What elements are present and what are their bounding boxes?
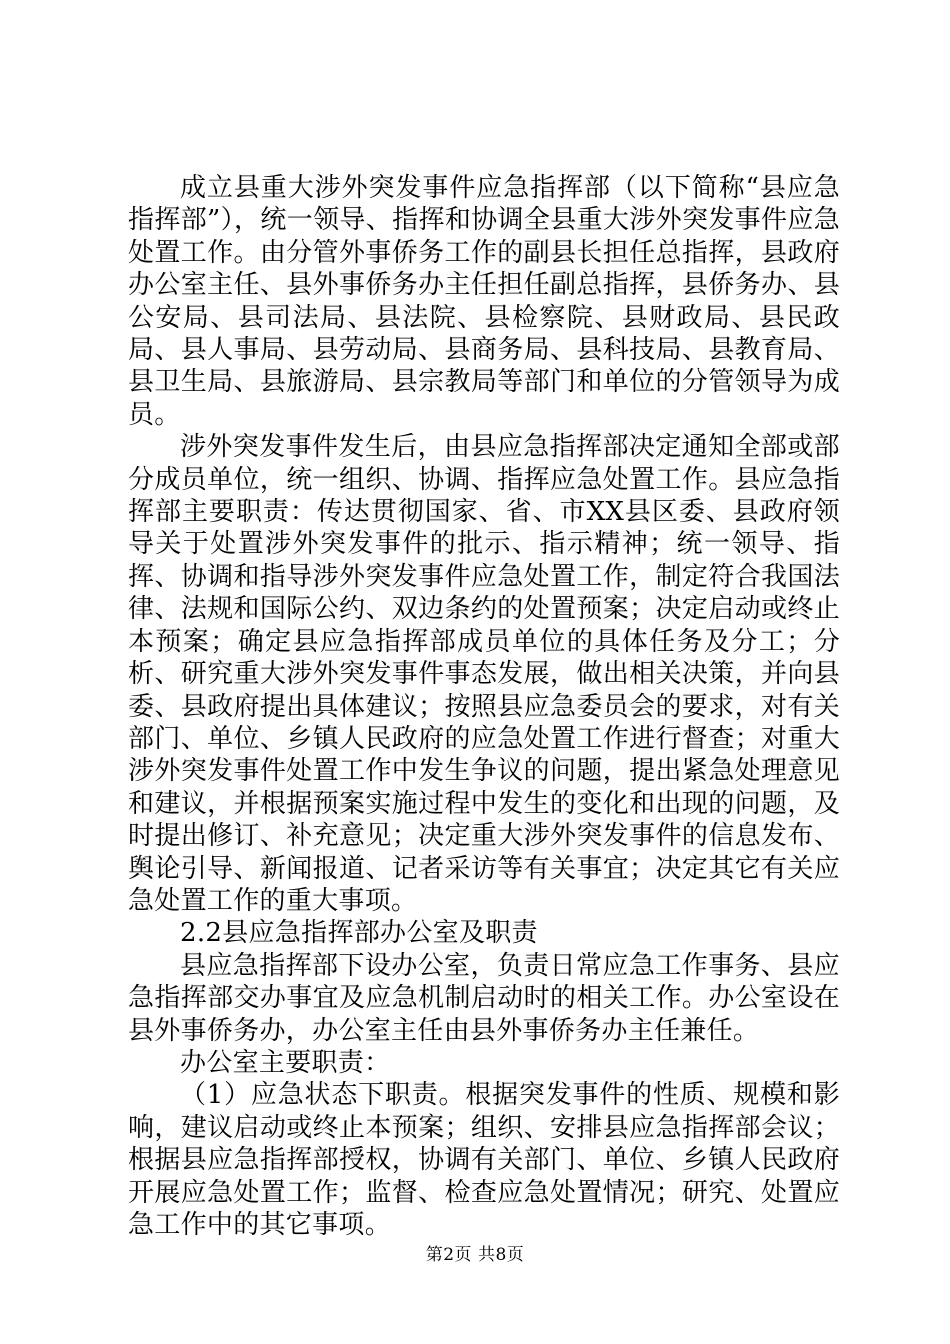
section-heading-office: 2.2县应急指挥部办公室及职责 (180, 918, 538, 949)
paragraph-emergency-duties: （1）应急状态下职责。根据突发事件的性质、规模和影响，建议启动或终止本预案；组织、安排县应急指挥部会议；根据县应急指挥部授权，协调有关部门、单位、乡镇人民政府开展应急处置工作；监督、检查应急处置情况；研究、处置应急工作中的其它事项。 (128, 1080, 840, 1240)
paragraph-command-duties: 涉外突发事件发生后，由县应急指挥部决定通知全部或部分成员单位，统一组织、协调、指挥应急处置工作。县应急指挥部主要职责：传达贯彻国家、省、市XX县区委、县政府领导关于处置涉外突发事件的批示、指示精神；统一领导、指挥、协调和指导涉外突发事件应急处置工作，制定符合我国法律、法规和国际公约、双边条约的处置预案；决定启动或终止本预案；确定县应急指挥部成员单位的具体任务及分工；分析、研究重大涉外突发事件事态发展，做出相关决策，并向县委、县政府提出具体建议；按照县应急委员会的要求，对有关部门、单位、乡镇人民政府的应急处置工作进行督查；对重大涉外突发事件处置工作中发生争议的问题，提出紧急处理意见和建议，并根据预案实施过程中发生的变化和出现的问题，及时提出修订、补充意见；决定重大涉外突发事件的信息发布、舆论引导、新闻报道、记者采访等有关事宜；决定其它有关应急处置工作的重大事项。 (128, 432, 840, 916)
paragraph-command-center: 成立县重大涉外突发事件应急指挥部（以下简称“县应急指挥部”），统一领导、指挥和协调全县重大涉外突发事件应急处置工作。由分管外事侨务工作的副县长担任总指挥，县政府办公室主任、县外事侨务办主任担任副总指挥，县侨务办、县公安局、县司法局、县法院、县检察院、县财政局、县民政局、县人事局、县劳动局、县商务局、县科技局、县教育局、县卫生局、县旅游局、县宗教局等部门和单位的分管领导为成员。 (128, 173, 840, 430)
paragraph-office-duties-heading: 办公室主要职责： (180, 1047, 391, 1078)
page-number-footer: 第2页 共8页 (425, 1245, 525, 1265)
paragraph-office-setup: 县应急指挥部下设办公室，负责日常应急工作事务、县应急指挥部交办事宜及应急机制启动时的相关工作。办公室设在县外事侨务办，办公室主任由县外事侨务办主任兼任。 (128, 950, 840, 1046)
document-body (128, 172, 840, 1241)
